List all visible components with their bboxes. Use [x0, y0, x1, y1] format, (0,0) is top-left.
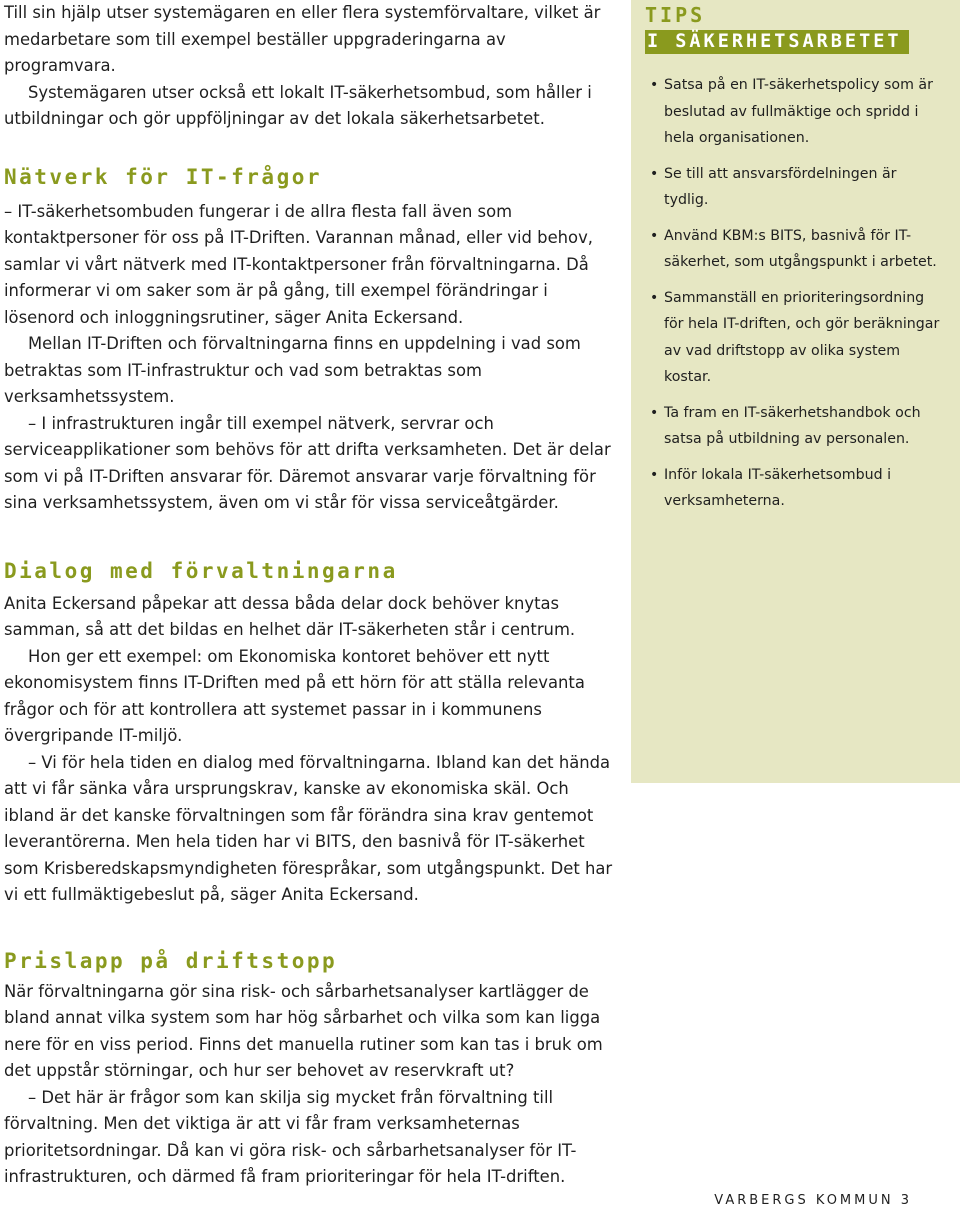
- page-footer: VARBERGS KOMMUN 3: [714, 1193, 912, 1208]
- body-paragraph: – I infrastrukturen ingår till exempel nätverk, servrar och serviceapplikationer som behövs för att drifta verksamheten. Det är delar som vi på IT-Driften ansvarar för. Däremot ansvarar varje förvaltning för sina verksamhetssystem, även om vi står för vissa serviceåtgärder.: [4, 413, 611, 512]
- tips-list-item: [650, 462, 940, 515]
- bullet-icon: •: [650, 466, 659, 483]
- bullet-icon: •: [650, 77, 659, 93]
- tips-title: [645, 2, 909, 54]
- body-paragraph: – IT-säkerhetsombuden fungerar i de allra flesta fall även som kontaktpersoner för oss på IT-Driften. Varannan månad, eller vid behov, samlar vi vårt nätverk med IT-kontaktpersoner från förvaltningarna. Då informerar vi om saker som är på gång, till exempel förändringar i lösenord och inloggningsrutiner, säger Anita Eckersand.: [4, 201, 593, 327]
- bullet-icon: •: [650, 227, 659, 244]
- tips-title-line1: TIPS: [645, 3, 706, 27]
- body-paragraph: När förvaltningarna gör sina risk- och sårbarhetsanalyser kartlägger de bland annat vilka system som har hög sårbarhet och vilka som kan ligga nere för en viss period. Finns det manuella rutiner som kan tas i bruk om det uppstår störningar, och hur ser behovet av reservkraft ut?: [4, 981, 603, 1080]
- tips-list-item: [650, 400, 940, 453]
- tips-list-item: [650, 285, 940, 391]
- tips-title-line2: I SÄKERHETSARBETET: [645, 30, 909, 54]
- body-paragraph: Hon ger ett exempel: om Ekonomiska kontoret behöver ett nytt ekonomisystem finns IT-Driften med på ett hörn för att ställa relevanta frågor och för att kontrollera att systemet passar in i kommunens övergripande IT-miljö.: [4, 646, 585, 745]
- tips-item-text: Sammanställ en prioriteringsordning för hela IT-driften, och gör beräkningar av vad driftstopp av olika system kostar.: [664, 289, 940, 385]
- body-paragraph: – Vi för hela tiden en dialog med förvaltningarna. Ibland kan det hända att vi får sänka våra ursprungskrav, kanske av ekonomiska skäl. Och ibland är det kanske förvaltningen som får förändra sina krav gentemot leverantörerna. Men hela tiden har vi BITS, den basnivå för IT-säkerhet som Krisberedskapsmyndigheten förespråkar, som utgångspunkt. Det har vi ett fullmäktigebeslut på, säger Anita Eckersand.: [4, 752, 613, 904]
- tips-list-item: [650, 161, 940, 214]
- bullet-icon: •: [650, 404, 659, 421]
- bullet-icon: •: [650, 165, 659, 182]
- tips-item-text: Se till att ansvarsfördelningen är tydlig.: [664, 165, 897, 208]
- section-heading-natverk: Nätverk för IT-frågor: [4, 164, 323, 189]
- intro-paragraph: Systemägaren utser också ett lokalt IT-säkerhetsombud, som håller i utbildningar och gör uppföljningar av det lokala säkerhetsarbetet.: [4, 82, 592, 128]
- intro-paragraph: Till sin hjälp utser systemägaren en eller flera systemförvaltare, vilket är medarbetare som till exempel beställer uppgraderingarna av programvara.: [4, 3, 601, 75]
- tips-list: [650, 72, 940, 524]
- tips-list-item: [650, 223, 940, 276]
- body-paragraph: – Det här är frågor som kan skilja sig mycket från förvaltning till förvaltning. Men det viktiga är att vi får fram verksamheternas prioritetsordningar. Då kan vi göra risk- och sårbarhetsanalyser för IT-infrastrukturen, och därmed få fram prioriteringar för hela IT-driften.: [4, 1087, 577, 1186]
- tips-item-text: Använd KBM:s BITS, basnivå för IT-säkerhet, som utgångspunkt i arbetet.: [664, 227, 937, 270]
- section-heading-dialog: Dialog med förvaltningarna: [4, 558, 398, 583]
- bullet-icon: •: [650, 289, 659, 306]
- body-paragraph: Anita Eckersand påpekar att dessa båda delar dock behöver knytas samman, så att det bildas en helhet där IT-säkerheten står i centrum.: [4, 593, 576, 639]
- tips-sidebar: [631, 0, 960, 783]
- tips-item-text: Satsa på en IT-säkerhetspolicy som är beslutad av fullmäktige och spridd i hela organisationen.: [664, 77, 933, 146]
- tips-item-text: Ta fram en IT-säkerhetshandbok och satsa på utbildning av personalen.: [664, 404, 921, 447]
- section-heading-prislapp: Prislapp på driftstopp: [4, 948, 338, 973]
- main-article: [4, 0, 616, 1191]
- tips-item-text: Inför lokala IT-säkerhetsombud i verksamheterna.: [664, 466, 892, 509]
- body-paragraph: Mellan IT-Driften och förvaltningarna finns en uppdelning i vad som betraktas som IT-infrastruktur och vad som betraktas som verksamhetssystem.: [4, 334, 581, 406]
- tips-list-item: [650, 72, 940, 152]
